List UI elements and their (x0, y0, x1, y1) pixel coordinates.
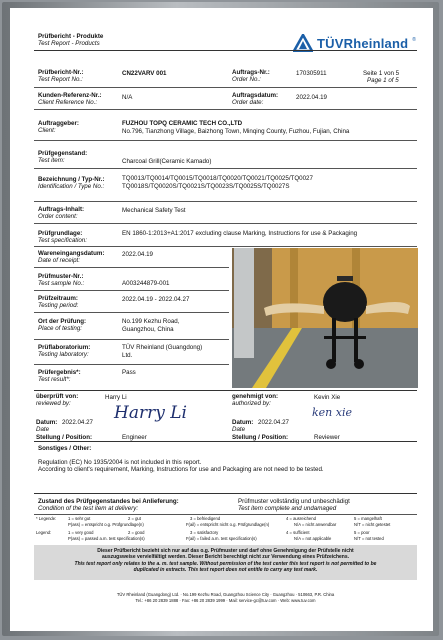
reviewed-date-value: 2022.04.27 (62, 419, 93, 426)
legend-en-6: P(ass) = passed a.m. test specification(s) (68, 536, 145, 541)
approved-date-value: 2022.04.27 (258, 419, 289, 426)
report-no-label-en: Test Report No.: (38, 76, 83, 83)
client-label-en: Client: (38, 127, 56, 134)
legend-en-label: Legend: (36, 530, 52, 535)
client-label: Auftraggeber: (38, 120, 79, 127)
legend-en-3: 3 = satisfactory (190, 530, 219, 535)
legend-en-8: N/A = not applicable (294, 536, 332, 541)
lab-label: Prüflaboratorium: (38, 344, 91, 351)
order-date-label-en: Order date: (232, 99, 264, 106)
legend-de-9: N/T = nicht getestet (354, 522, 391, 527)
order-content-value: Mechanical Safety Test (122, 207, 186, 214)
legend-de-1: 1 = sehr gut (68, 516, 91, 521)
legend-en-1: 1 = very good (68, 530, 94, 535)
legend-de-6: P(ass) = entspricht o.g. Prüfgrundlage(n) (68, 522, 144, 527)
test-period-label: Prüfzeitraum: (38, 295, 78, 302)
tuv-wordmark: TÜVRheinland (317, 35, 409, 51)
condition-label-en: Condition of the test item at delivery: (38, 505, 139, 512)
doc-title: Prüfbericht - Produkte (38, 33, 104, 40)
legend-en-7: F(ail) = failed a.m. test specification(s) (186, 536, 257, 541)
result-label: Prüfergebnis*: (38, 369, 81, 376)
ident-line-1: TQ0013/TQ0014/TQ0015/TQ0018/TQ0020/TQ0021/TQ0025/TQ0027 (122, 175, 313, 182)
test-period-value: 2022.04.19 - 2022.04.27 (122, 296, 190, 303)
test-item-value: Charcoal Grill(Ceramic Kamado) (122, 158, 212, 165)
disclaimer-de-1: Dieser Prüfbericht bezieht sich nur auf das o.g. Prüfmuster und darf ohne Genehmigung der Prüfstelle nicht (97, 548, 354, 554)
legend-de-2: 2 = gut (128, 516, 141, 521)
legend-en-4: 4 = sufficient (286, 530, 310, 535)
client-ref-label-en: Client Reference No.: (38, 99, 98, 106)
condition-value: Prüfmuster vollständig und unbeschädigt (238, 498, 350, 505)
condition-label: Zustand des Prüfgegenstandes bei Anlieferung: (38, 498, 179, 505)
legend-de-7: F(ail) = entspricht nicht o.g. Prüfgrundlage(n) (186, 522, 270, 527)
order-content-label: Auftrags-Inhalt: (38, 206, 85, 213)
receipt-date-label: Wareneingangsdatum: (38, 250, 105, 257)
legend-de-8: N/A = nicht anwendbar (294, 522, 337, 527)
disclaimer-en-1: This test report only relates to the a. m. test sample. Without permission of the test center this test report is not permitted to be (74, 561, 377, 567)
lab-label-en: Testing laboratory: (38, 351, 89, 358)
order-content-label-en: Order content: (38, 213, 78, 220)
test-spec-label-en: Test specification: (38, 237, 87, 244)
report-no-value: CN22VARV 001 (122, 70, 167, 77)
legend-de-3: 3 = befriedigend (190, 516, 221, 521)
sample-no-value: A003244879-001 (122, 280, 170, 287)
disclaimer-en-2: duplicated in extracts. This test report does not entitle to carry any test mark. (133, 567, 318, 573)
footer-address: TÜV Rheinland (Guangdong) Ltd. · No.199 Kezhu Road, Guangzhou Science City · Guangzhou · 510663, P.R. China (116, 592, 335, 597)
approved-position-label: Stellung / Position: (232, 434, 289, 441)
test-item-label-en: Test item: (38, 157, 65, 164)
test-spec-value: EN 1860-1:2013+A1:2017 excluding clause Marking, Instructions for use & Packaging (122, 230, 358, 237)
other-line-2: According to client's requirement, Marking, Instructions for use and Packaging are not need to be tested. (38, 466, 324, 473)
approver-signature: ken xie (312, 406, 352, 419)
lab-line-2: Ltd. (122, 352, 133, 359)
sample-no-label-en: Test sample No.: (38, 280, 85, 287)
ident-line-2: TQ0018S/TQ0020S/TQ0021S/TQ0023S/TQ0025S/TQ0027S (122, 183, 290, 190)
other-line-1: Regulation (EC) No 1935/2004 is not included in this report. (38, 459, 202, 466)
other-label: Sonstiges / Other: (38, 445, 92, 452)
condition-value-en: Test item complete and undamaged (238, 505, 337, 512)
approved-date-label-en: Date (232, 426, 246, 433)
approved-by-label: genehmigt von: (232, 393, 279, 400)
order-no-value: 170305911 (296, 70, 327, 77)
reviewer-name: Harry Li (105, 394, 127, 401)
place-line-2: Guangzhou, China (122, 326, 174, 333)
order-date-value: 2022.04.19 (296, 94, 327, 101)
approved-date-label: Datum: (232, 419, 254, 426)
legend-de-4: 4 = ausreichend (286, 516, 316, 521)
place-label-en: Place of testing: (38, 325, 83, 332)
result-value: Pass (122, 369, 136, 376)
test-spec-label: Prüfgrundlage: (38, 230, 83, 237)
place-label: Ort der Prüfung: (38, 318, 87, 325)
approver-name: Kevin Xie (314, 394, 341, 401)
lab-line-1: TÜV Rheinland (Guangdong) (122, 344, 203, 351)
reviewed-date-label: Datum: (36, 419, 58, 426)
receipt-date-value: 2022.04.19 (122, 251, 153, 258)
client-address: No.796, Tianzhong Village, Baizhong Town, Minqing County, Fuzhou, Fujian, China (122, 128, 350, 135)
approved-by-label-en: authorized by: (232, 400, 271, 407)
legend-en-2: 2 = good (128, 530, 145, 535)
client-ref-label: Kunden-Referenz-Nr.: (38, 92, 102, 99)
receipt-date-label-en: Date of receipt: (38, 257, 80, 264)
legend-en-5: 5 = poor (354, 530, 370, 535)
approved-position-value: Reviewer (314, 434, 340, 441)
ident-label: Bezeichnung / Typ-Nr.: (38, 176, 105, 183)
product-photo (232, 248, 418, 388)
page-indicator-en: Page 1 of 5 (367, 77, 399, 84)
registered-mark: ® (412, 37, 416, 43)
report-page (10, 8, 433, 631)
order-date-label: Auftragsdatum: (232, 92, 279, 99)
order-no-label-en: Order No.: (232, 76, 261, 83)
legend-de-5: 5 = mangelhaft (354, 516, 382, 521)
legend-de-label: * Legende: (36, 516, 57, 521)
report-no-label: Prüfbericht-Nr.: (38, 69, 84, 76)
client-ref-value: N/A (122, 94, 133, 101)
reviewer-signature: Harry Li (114, 403, 187, 423)
doc-title-en: Test Report - Products (38, 40, 100, 47)
ident-label-en: Identification / Type No.: (38, 183, 105, 190)
reviewed-position-value: Engineer (122, 434, 147, 441)
place-line-1: No.199 Kezhu Road, (122, 318, 180, 325)
reviewed-by-label-en: reviewed by: (36, 400, 71, 407)
order-no-label: Auftrags-Nr.: (232, 69, 270, 76)
footer-contact: Tel.: +86 20 2839 1888 · Fax: +86 20 2839 1999 · Mail: service-gc@tuv.com · Web: www.tuv.com (135, 598, 316, 603)
test-period-label-en: Testing period: (38, 302, 79, 309)
reviewed-position-label: Stellung / Position: (36, 434, 93, 441)
legend-en-9: N/T = not tested (354, 536, 384, 541)
client-name: FUZHOU TOPQ CERAMIC TECH CO.,LTD (122, 120, 243, 127)
page-indicator: Seite 1 von 5 (363, 70, 400, 77)
sample-no-label: Prüfmuster-Nr.: (38, 273, 84, 280)
reviewed-by-label: überprüft von: (36, 393, 79, 400)
disclaimer-de-2: auszugsweise vervielfältigt werden. Dieser Bericht berechtigt nicht zur Verwendung eines Prüfzeichens. (101, 554, 350, 560)
test-item-label: Prüfgegenstand: (38, 150, 88, 157)
reviewed-date-label-en: Date (36, 426, 50, 433)
result-label-en: Test result*: (38, 376, 71, 383)
